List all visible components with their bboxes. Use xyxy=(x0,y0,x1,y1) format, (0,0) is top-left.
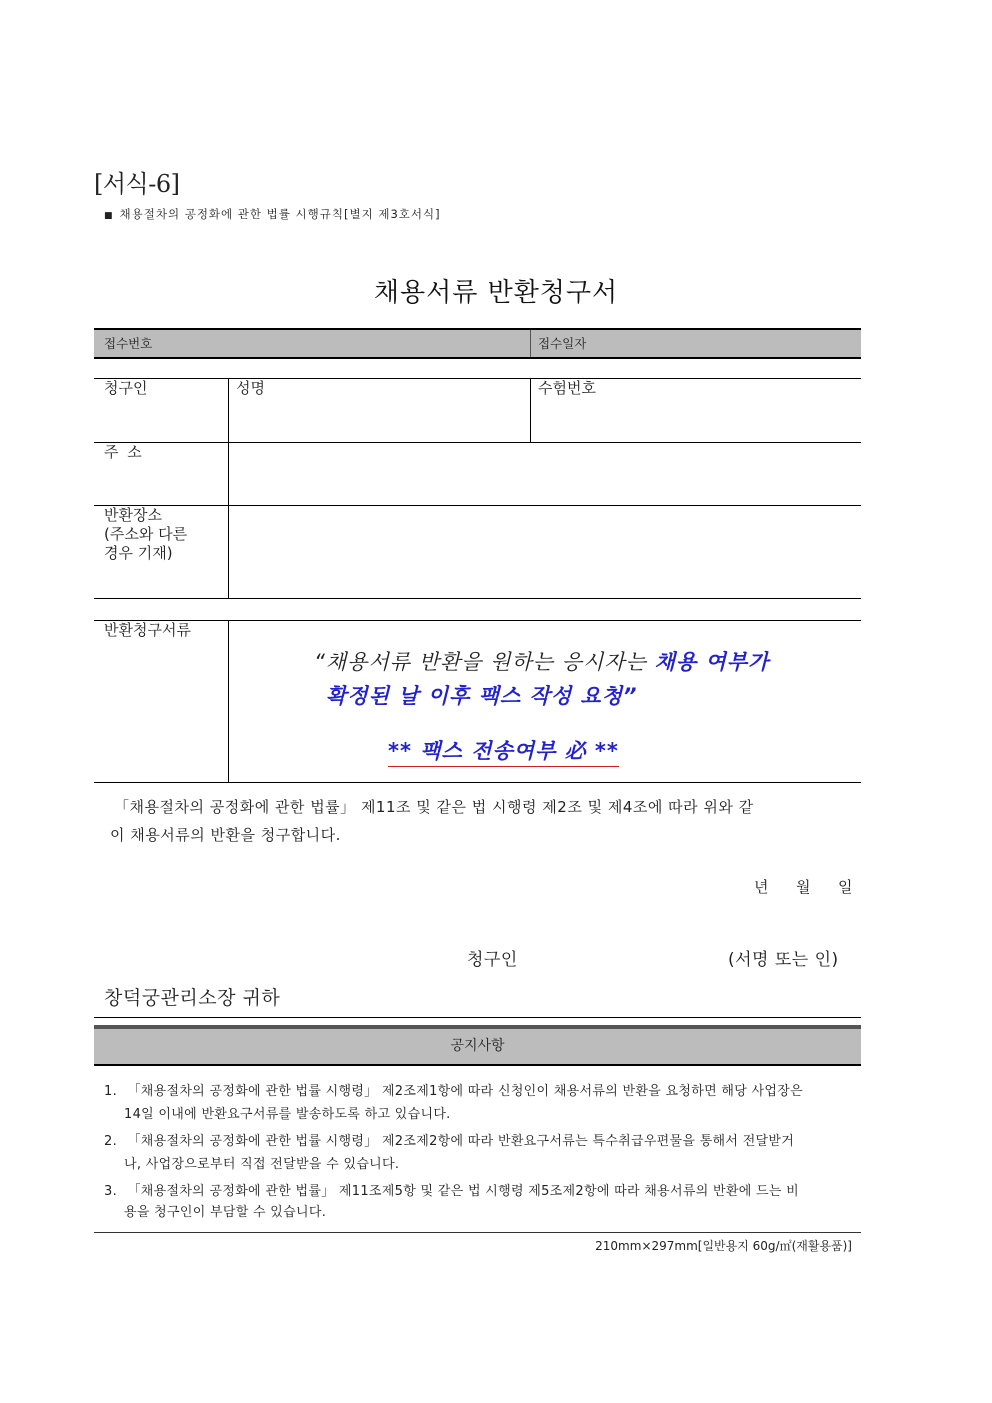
return-place-label-line2: (주소와 다른 xyxy=(104,525,188,543)
signature-label: (서명 또는 인) xyxy=(728,950,839,970)
notice-item-number: 1. xyxy=(104,1084,118,1099)
statement-line1: 「채용절차의 공정화에 관한 법률」 제11조 및 같은 법 시행령 제2조 및 제4조에 따라 위와 같 xyxy=(114,798,754,816)
docs-border-top xyxy=(94,620,861,621)
notice-header: 공지사항 xyxy=(94,1025,861,1066)
date-year-label: 년 xyxy=(754,878,769,896)
notice-item-number: 3. xyxy=(104,1184,118,1199)
instruction-line1-emphasis: 채용 여부가 xyxy=(654,650,770,674)
signer-claimant-label: 청구인 xyxy=(467,950,518,970)
fax-required-note: ** 팩스 전송여부 必 ** xyxy=(388,735,619,767)
table-border-bottom xyxy=(94,598,861,599)
return-place-label-line1: 반환장소 xyxy=(104,506,162,524)
addressee: 창덕궁관리소장 귀하 xyxy=(104,987,281,1009)
address-label: 주 소 xyxy=(104,443,144,461)
document-title: 채용서류 반환청구서 xyxy=(373,278,619,308)
date-month-label: 월 xyxy=(796,878,811,896)
instruction-line1 xyxy=(314,646,769,676)
notice-item-text: 「채용절차의 공정화에 관한 법률 시행령」 제2조제2항에 따라 반환요구서류는 특수취급우편물을 통해서 전달받거 xyxy=(127,1134,795,1149)
notice-item-2-cont: 나, 사업장으로부터 직접 전달받을 수 있습니다. xyxy=(124,1157,400,1172)
exam-number-field[interactable] xyxy=(531,379,861,442)
notice-item-text: 「채용절차의 공정화에 관한 법률」 제11조제5항 및 같은 법 시행령 제5조제2항에 따라 채용서류의 반환에 드는 비 xyxy=(127,1184,799,1199)
return-place-label xyxy=(104,506,187,563)
documents-label: 반환청구서류 xyxy=(104,621,191,639)
law-reference-text: 채용절차의 공정화에 관한 법률 시행규칙[별지 제3호서식] xyxy=(119,207,441,221)
square-bullet-icon: ■ xyxy=(104,211,114,221)
exam-number-label: 수험번호 xyxy=(538,379,596,397)
notice-item-text: 「채용절차의 공정화에 관한 법률 시행령」 제2조제1항에 따라 신청인이 채용서류의 반환을 요청하면 해당 사업장은 xyxy=(127,1084,803,1099)
receipt-divider xyxy=(530,330,531,357)
instruction-line1-normal: “채용서류 반환을 원하는 응시자는 xyxy=(314,650,655,674)
docs-col-divider xyxy=(228,620,229,782)
claimant-label: 청구인 xyxy=(104,379,148,397)
notice-separator xyxy=(94,1017,861,1018)
footer-separator xyxy=(94,1232,861,1233)
statement-line2: 이 채용서류의 반환을 청구합니다. xyxy=(110,826,341,844)
form-code: [서식-6] xyxy=(94,170,180,198)
notice-item-2 xyxy=(104,1130,794,1149)
receipt-number-label: 접수번호 xyxy=(104,336,153,351)
docs-border-bottom xyxy=(94,782,861,783)
notice-item-3-cont: 용을 청구인이 부담할 수 있습니다. xyxy=(124,1205,327,1220)
name-field[interactable] xyxy=(229,379,530,442)
notice-item-1-cont: 14일 이내에 반환요구서류를 발송하도록 하고 있습니다. xyxy=(124,1107,451,1122)
address-field[interactable] xyxy=(229,443,861,505)
notice-item-number: 2. xyxy=(104,1134,118,1149)
instruction-line2: 확정된 날 이후 팩스 작성 요청” xyxy=(326,684,638,708)
notice-item-3 xyxy=(104,1180,799,1199)
return-place-field[interactable] xyxy=(229,506,861,598)
receipt-date-label: 접수일자 xyxy=(538,336,587,351)
notice-item-1 xyxy=(104,1080,803,1099)
return-place-label-line3: 경우 기재) xyxy=(104,544,173,562)
name-label: 성명 xyxy=(236,379,265,397)
law-reference xyxy=(104,206,441,222)
date-day-label: 일 xyxy=(838,878,853,896)
receipt-bar xyxy=(94,328,861,359)
paper-spec: 210mm×297mm[일반용지 60g/㎡(재활용품)] xyxy=(595,1239,852,1253)
